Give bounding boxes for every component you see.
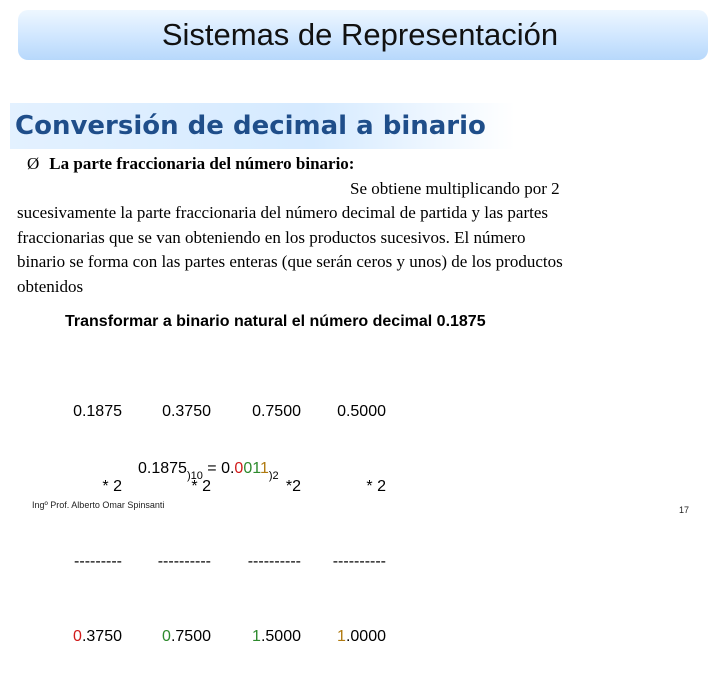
step-value: 0.5000 [337,403,386,420]
bullet-line [17,152,687,177]
paragraph-line: obtenidos [17,276,84,296]
exercise-heading: Transformar a binario natural el número decimal 0.1875 [65,313,486,330]
step-separator: ---------- [247,553,301,570]
step-separator: --------- [74,553,122,570]
fraction-part: .5000 [260,628,301,645]
binary-digit: 0 [234,460,244,477]
fraction-part: .3750 [81,628,122,645]
step-multiplier: *2 [285,478,301,495]
step-separator: ---------- [157,553,211,570]
step-value: 0.1875 [73,403,122,420]
binary-base: )2 [268,470,279,482]
section-subtitle: Conversión de decimal a binario [15,111,486,141]
step-result [48,624,122,649]
integer-part: 1 [252,628,261,645]
arrow-bullet-icon: Ø [27,154,40,173]
result-equation [138,457,279,488]
step-multiplier: * 2 [366,478,386,495]
decimal-base: )10 [186,470,203,482]
step-result [305,624,386,649]
step-column-3 [220,349,301,674]
binary-digit: 1 [259,460,269,477]
step-value: 0.3750 [162,403,211,420]
explanation-paragraph [17,152,687,299]
step-column-1 [48,349,122,674]
decimal-value: 0.1875 [138,460,187,477]
paragraph-line: sucesivamente la parte fraccionaria del número decimal de partida y las partes [17,203,549,222]
step-result [130,624,211,649]
step-separator: ---------- [332,553,386,570]
step-result [220,624,301,649]
step-multiplier: * 2 [102,478,122,495]
slide-title: Sistemas de Representación [161,17,559,52]
paragraph-line: fraccionarias que se van obteniendo en los productos sucesivos. El número [17,227,526,247]
author-footer: Ingº Prof. Alberto Omar Spinsanti [32,500,165,510]
integer-part: 0 [162,628,171,645]
integer-part: 0 [73,628,82,645]
step-multiplier: * 2 [191,478,211,495]
binary-digit: 1 [252,460,260,477]
step-value: 0.7500 [252,403,301,420]
binary-digit: 0 [243,460,253,477]
equals-sign: = 0. [202,460,235,477]
step-column-2 [130,349,211,674]
bullet-label: La parte fraccionaria del número binario: [49,154,355,173]
fraction-part: .7500 [170,628,211,645]
fraction-part: .0000 [345,628,386,645]
paragraph-line: binario se forma con las partes enteras (que serán ceros y unos) de los productos [17,252,563,271]
step-column-4 [305,349,386,674]
integer-part: 1 [337,628,346,645]
page-number: 17 [679,505,690,515]
paragraph-line: Se obtiene multiplicando por 2 [350,178,560,198]
